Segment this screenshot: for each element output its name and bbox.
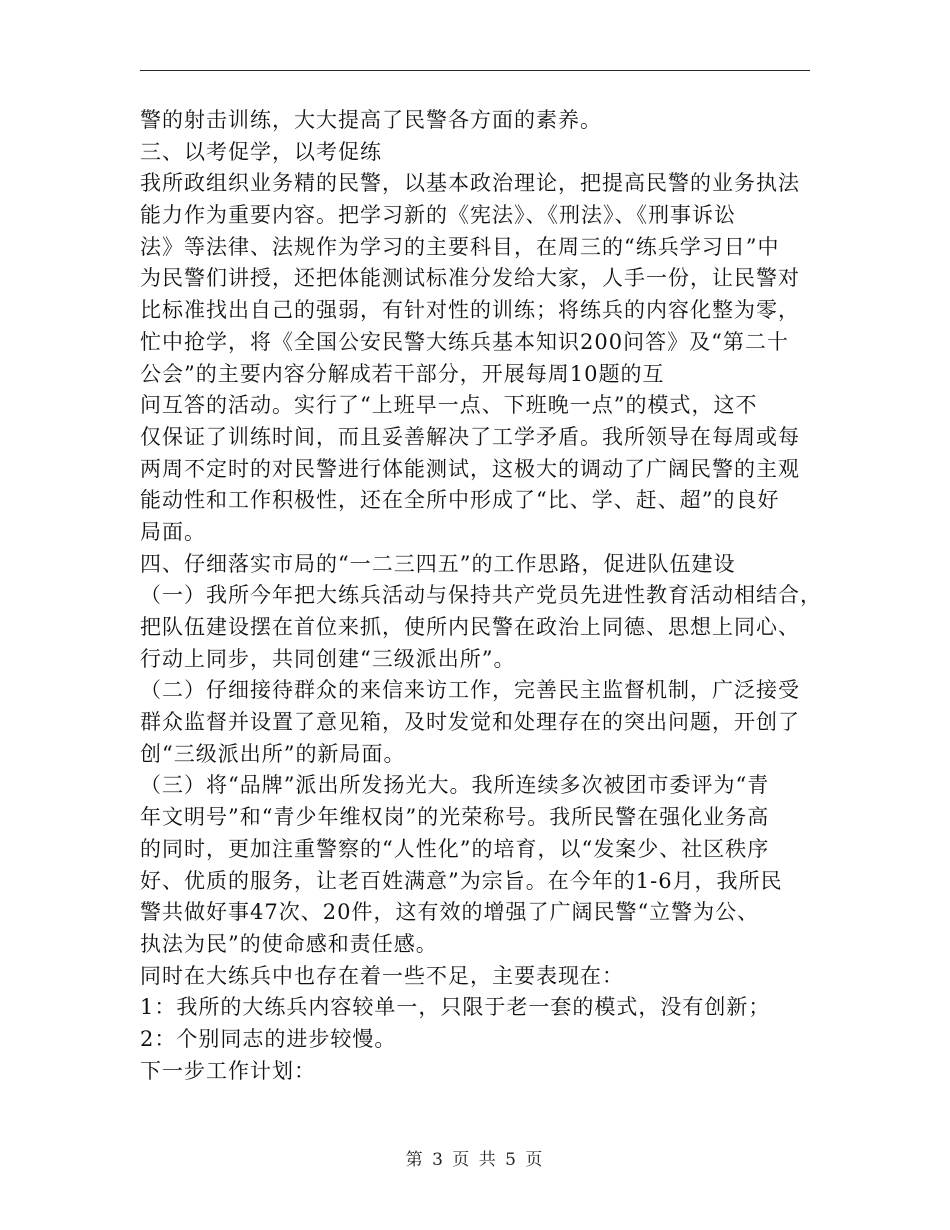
text-line: 问互答的活动。实行了“上班早一点、下班晚一点”的模式，这不: [140, 393, 758, 418]
document-body: [140, 105, 820, 1087]
text-line: 群众监督并设置了意见箱，及时发觉和处理存在的突出问题，开创了: [140, 710, 800, 735]
text-line: 的同时，更加注重警察的“人性化”的培育，以“发案少、社区秩序: [140, 836, 770, 861]
text-line: 创“三级派出所”的新局面。: [140, 741, 406, 766]
page-number-footer: 第 3 页 共 5 页: [405, 1150, 545, 1170]
text-line: 法》等法律、法规作为学习的主要科目，在周三的“练兵学习日”中: [140, 234, 780, 259]
text-line: 好、优质的服务，让老百姓满意”为宗旨。在今年的1-6月，我所民: [140, 868, 783, 893]
text-line: （二）仔细接待群众的来信来访工作，完善民主监督机制，广泛接受: [140, 678, 800, 703]
text-line: 执法为民”的使命感和责任感。: [140, 931, 438, 956]
text-line: 忙中抢学，将《全国公安民警大练兵基本知识200问答》及“第二十: [140, 329, 789, 354]
text-line: 同时在大练兵中也存在着一些不足，主要表现在：: [140, 963, 624, 988]
text-line: （三）将“品牌”派出所发扬光大。我所连续多次被团市委评为“青: [140, 773, 770, 798]
list-item: 2：个别同志的进步较慢。: [140, 1026, 397, 1051]
section-heading: 四、仔细落实市局的“一二三四五”的工作思路，促进队伍建设: [140, 551, 736, 576]
text-line: 行动上同步，共同创建“三级派出所”。: [140, 646, 516, 671]
text-line: 警共做好事47次、20件，这有效的增强了广阔民警“立警为公、: [140, 900, 760, 925]
text-line: 年文明号”和“青少年维权岗”的光荣称号。我所民警在强化业务高: [140, 805, 770, 830]
text-line: 警的射击训练，大大提高了民警各方面的素养。: [140, 108, 602, 132]
header-rule: [140, 70, 810, 71]
section-heading: 三、以考促学，以考促练: [140, 139, 382, 164]
list-item: 1：我所的大练兵内容较单一，只限于老一套的模式，没有创新；: [140, 995, 771, 1020]
text-line: 能动性和工作积极性，还在全所中形成了“比、学、赶、超”的良好: [140, 488, 780, 513]
text-line: 为民警们讲授，还把体能测试标准分发给大家，人手一份，让民警对: [140, 266, 800, 291]
text-line: 局面。: [140, 519, 206, 544]
text-line: 公会”的主要内容分解成若干部分，开展每周10题的互: [140, 361, 665, 386]
text-line: 比标准找出自己的强弱，有针对性的训练；将练兵的内容化整为零，: [140, 298, 800, 323]
text-line: 仅保证了训练时间，而且妥善解决了工学矛盾。我所领导在每周或每: [140, 424, 800, 449]
text-line: 把队伍建设摆在首位来抓，使所内民警在政治上同德、思想上同心、: [140, 615, 800, 639]
text-line: （一）我所今年把大练兵活动与保持共产党员先进性教育活动相结合，: [140, 583, 822, 608]
text-line: 我所政组织业务精的民警，以基本政治理论，把提高民警的业务执法: [140, 171, 800, 196]
text-line: 下一步工作计划：: [140, 1058, 316, 1083]
text-line: 两周不定时的对民警进行体能测试，这极大的调动了广阔民警的主观: [140, 456, 800, 481]
text-line: 能力作为重要内容。把学习新的《宪法》、《刑法》、《刑事诉讼: [140, 203, 736, 228]
